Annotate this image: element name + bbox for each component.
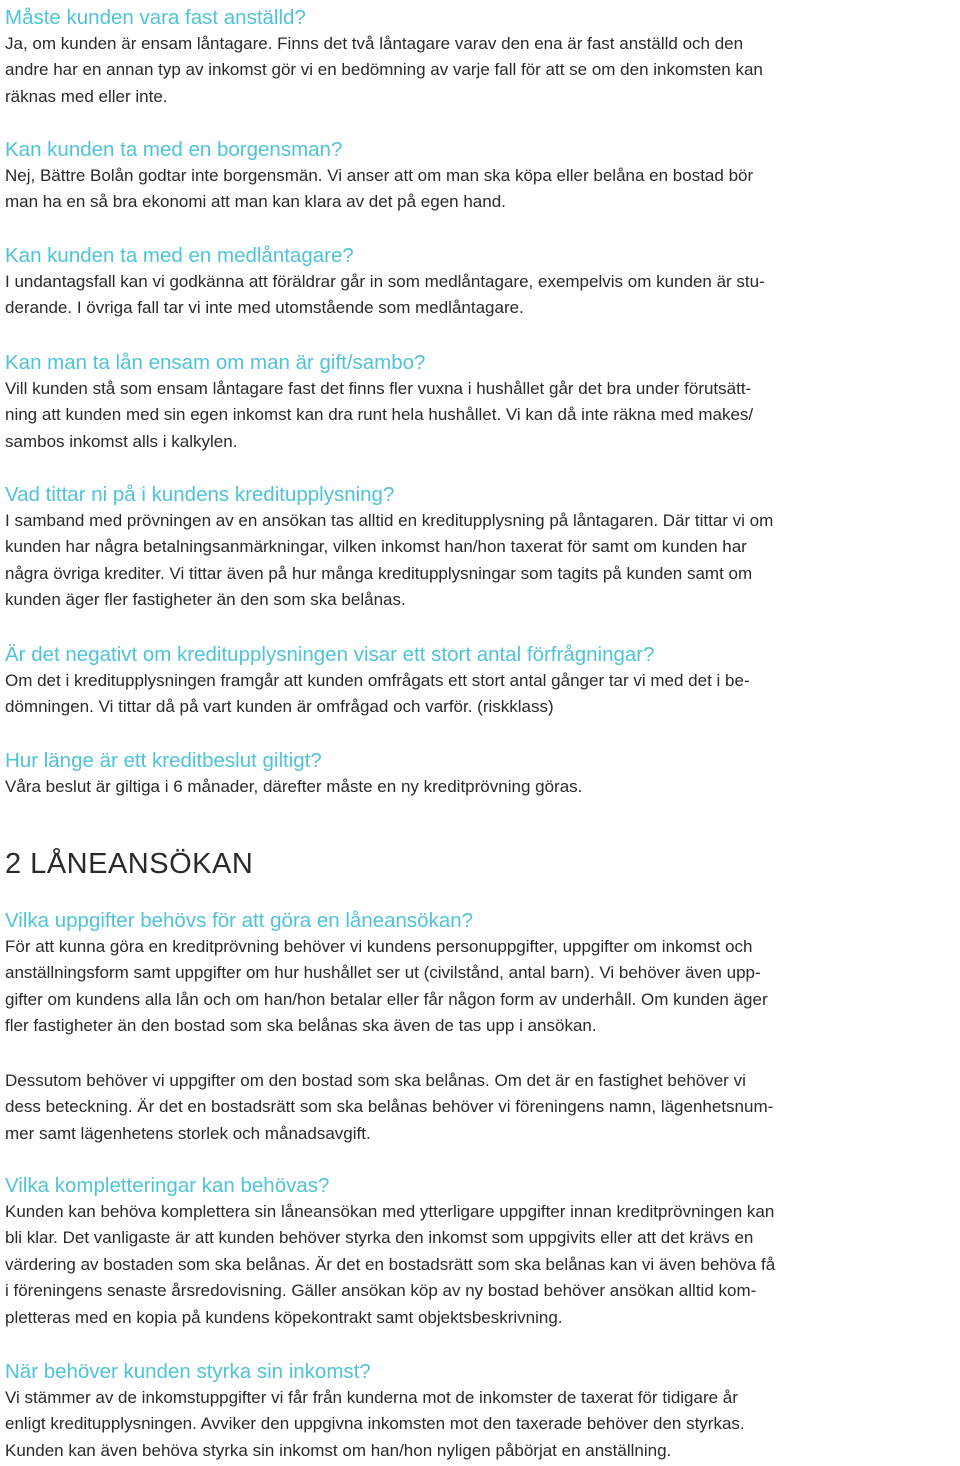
answer-line: anställningsform samt uppgifter om hur hushållet ser ut (civilstånd, antal barn). Vi behöver även upp- — [5, 963, 761, 983]
answer-line: Nej, Bättre Bolån godtar inte borgensmän. Vi anser att om man ska köpa eller belåna en bostad bör — [5, 166, 754, 185]
answer-line: sambos inkomst alls i kalkylen. — [5, 431, 238, 451]
answer-line: enligt kreditupplysningen. Avviker den uppgivna inkomsten mot den taxerade behöver den styrkas. — [5, 1414, 745, 1434]
answer-line: mer samt lägenhetens storlek och månadsavgift. — [5, 1123, 371, 1143]
answer-line: Våra beslut är giltiga i 6 månader, därefter måste en ny kreditprövning göras. — [5, 777, 583, 796]
faq-item — [5, 5, 957, 110]
faq-item — [5, 137, 957, 216]
answer-line: Dessutom behöver vi uppgifter om den bostad som ska belånas. Om det är en fastighet behöver vi — [5, 1071, 746, 1090]
faq-question: När behöver kunden styrka sin inkomst? — [5, 1360, 371, 1383]
answer-line: värdering av bostaden som ska belånas. Är det en bostadsrätt som ska belånas kan vi även behöva få — [5, 1254, 776, 1274]
answer-line: kunden har några betalningsanmärkningar, vilken inkomst han/hon taxerat för samt om kunden har — [5, 537, 747, 557]
faq-answer — [5, 774, 957, 800]
faq-answer — [5, 163, 957, 216]
faq-item — [5, 1359, 957, 1464]
answer-line: bli klar. Det vanligaste är att kunden behöver styrka den inkomst som uppgivits eller att det krävs en — [5, 1228, 754, 1248]
faq-item — [5, 482, 957, 614]
faq-item — [5, 908, 957, 1040]
faq-item — [5, 1173, 957, 1331]
answer-line: räknas med eller inte. — [5, 86, 168, 106]
answer-line: Om det i kreditupplysningen framgår att kunden omfrågats ett stort antal gånger tar vi med det i be- — [5, 671, 750, 690]
faq-answer — [5, 508, 957, 614]
answer-line: Kunden kan behöva komplettera sin låneansökan med ytterligare uppgifter innan kreditprövningen kan — [5, 1202, 775, 1221]
answer-line: Vill kunden stå som ensam låntagare fast det finns fler vuxna i hushållet går det bra under förutsätt- — [5, 379, 752, 398]
faq-question: Kan man ta lån ensam om man är gift/sambo? — [5, 351, 426, 374]
faq-question: Vad tittar ni på i kundens kreditupplysning? — [5, 483, 395, 506]
answer-line: några övriga krediter. Vi tittar även på hur många kreditupplysningar som tagits på kunden samt om — [5, 563, 753, 583]
answer-line: dess beteckning. Är det en bostadsrätt som ska belånas behöver vi föreningens namn, lägenhetsnum- — [5, 1097, 774, 1117]
answer-line: För att kunna göra en kreditprövning behöver vi kundens personuppgifter, uppgifter om inkomst och — [5, 937, 753, 956]
answer-line: Ja, om kunden är ensam låntagare. Finns det två låntagare varav den ena är fast anställd och den — [5, 34, 744, 53]
faq-answer — [5, 1385, 957, 1464]
answer-line: Kunden kan även behöva styrka sin inkomst om han/hon nyligen påbörjat en anställning. — [5, 1440, 672, 1460]
faq-item — [5, 243, 957, 322]
faq-question: Vilka uppgifter behövs för att göra en låneansökan? — [5, 909, 474, 932]
answer-line: andre har en annan typ av inkomst gör vi en bedömning av varje fall för att se om den inkomsten kan — [5, 60, 763, 80]
faq-item — [5, 350, 957, 455]
faq-question: Hur länge är ett kreditbeslut giltigt? — [5, 749, 322, 772]
faq-question: Är det negativt om kreditupplysningen visar ett stort antal förfrågningar? — [5, 643, 655, 666]
faq-answer — [5, 31, 957, 110]
faq-answer — [5, 269, 957, 322]
faq-answer — [5, 1199, 957, 1331]
answer-line: fler fastigheter än den bostad som ska belånas ska även de tas upp i ansökan. — [5, 1016, 597, 1036]
faq-answer-paragraph — [5, 1068, 957, 1147]
faq-question: Kan kunden ta med en medlåntagare? — [5, 244, 354, 267]
answer-line: ning att kunden med sin egen inkomst kan dra runt hela hushållet. Vi kan då inte räkna med makes/ — [5, 405, 754, 425]
answer-line: man ha en så bra ekonomi att man kan klara av det på egen hand. — [5, 192, 506, 212]
faq-answer — [5, 934, 957, 1040]
answer-line: i föreningens senaste årsredovisning. Gäller ansökan köp av ny bostad behöver ansökan alltid kom- — [5, 1281, 757, 1301]
faq-item — [5, 642, 957, 721]
answer-line: Vi stämmer av de inkomstuppgifter vi får från kunderna mot de inkomster de taxerat för tidigare år — [5, 1388, 738, 1407]
answer-line: derande. I övriga fall tar vi inte med utomstående som medlåntagare. — [5, 298, 524, 318]
answer-line: gifter om kundens alla lån och om han/hon betalar eller får någon form av underhåll. Om kunden äger — [5, 989, 768, 1009]
faq-answer — [5, 376, 957, 455]
faq-item — [5, 748, 957, 800]
faq-question: Måste kunden vara fast anställd? — [5, 6, 306, 29]
answer-line: pletteras med en kopia på kundens köpekontrakt samt objektsbeskrivning. — [5, 1307, 563, 1327]
answer-line: I samband med prövningen av en ansökan tas alltid en kreditupplysning på låntagaren. Där tittar vi om — [5, 511, 774, 530]
faq-question: Kan kunden ta med en borgensman? — [5, 138, 343, 161]
answer-line: kunden äger fler fastigheter än den som ska belånas. — [5, 590, 406, 610]
faq-answer — [5, 668, 957, 721]
faq-question: Vilka kompletteringar kan behövas? — [5, 1174, 330, 1197]
section-title: 2 LÅNEANSÖKAN — [5, 848, 254, 880]
answer-line: I undantagsfall kan vi godkänna att föräldrar går in som medlåntagare, exempelvis om kunden är stu- — [5, 272, 765, 291]
answer-line: dömningen. Vi tittar då på vart kunden är omfrågad och varför. (riskklass) — [5, 697, 554, 717]
